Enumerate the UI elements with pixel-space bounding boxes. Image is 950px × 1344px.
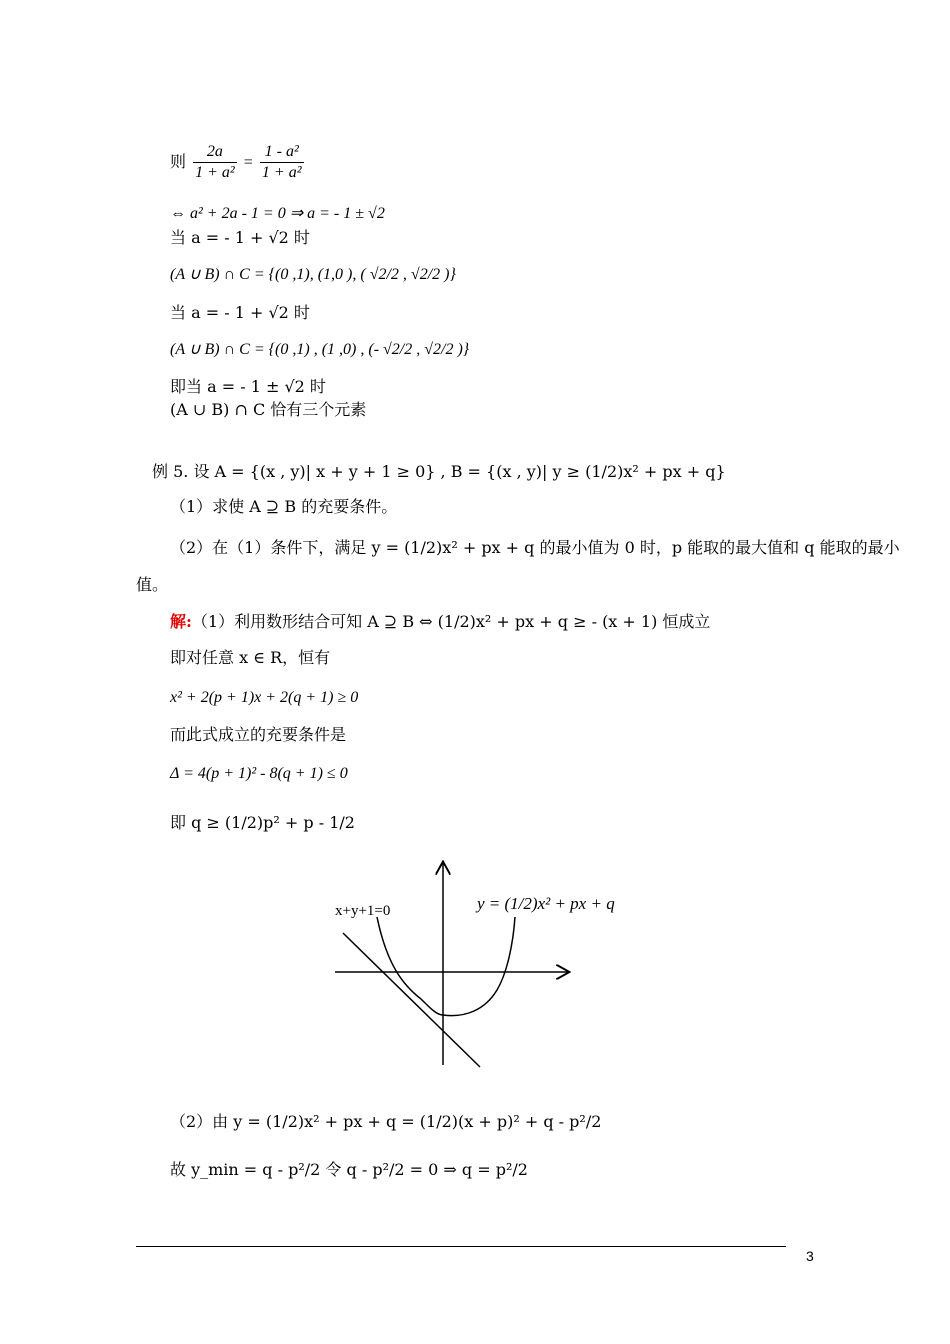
eq-line-1-text: 则 <box>170 152 187 171</box>
solution-line-5: Δ = 4(p + 1)² - 8(q + 1) ≤ 0 <box>170 765 348 782</box>
solution-line-4: 而此式成立的充要条件是 <box>170 725 347 744</box>
numerator: 1 - a² <box>260 142 304 163</box>
eq-line-4: (A ∪ B) ∩ C = {(0 ,1), (1,0 ), ( √2/2 , √2/2 )} <box>170 266 456 283</box>
fraction-1-minus-a2 <box>260 142 304 183</box>
parabola-curve <box>377 917 515 1016</box>
solution-line-2: 即对任意 x ∈ R，恒有 <box>170 648 331 667</box>
solution-line-3: x² + 2(p + 1)x + 2(q + 1) ≥ 0 <box>170 689 359 706</box>
solution-line-8: 故 y_min = q - p²/2 令 q - p²/2 = 0 ⇒ q = p²/2 <box>170 1160 528 1179</box>
curve-label: y = (1/2)x² + px + q <box>477 894 615 913</box>
denominator: 1 + a² <box>261 164 302 181</box>
eq-line-7: 即当 a = - 1 ± √2 时 <box>170 377 326 396</box>
question-2: （2）在（1）条件下，满足 y = (1/2)x² + px + q 的最小值为 0 时，p 能取的最大值和 q 能取的最小 <box>170 538 900 557</box>
tangent-line <box>343 933 480 1067</box>
eq-line-2: ⇔ a² + 2a - 1 = 0 ⇒ a = - 1 ± √2 <box>170 205 385 222</box>
denominator: 1 + a² <box>195 164 235 181</box>
page-number: 3 <box>806 1248 814 1264</box>
fraction-2a <box>193 142 237 183</box>
eq-line-3: 当 a = - 1 + √2 时 <box>170 228 310 247</box>
solution-label: 解: <box>170 612 192 631</box>
eq-line-1 <box>170 142 306 183</box>
numerator: 2a <box>193 142 237 163</box>
eq-line-5: 当 a = - 1 + √2 时 <box>170 303 310 322</box>
solution-line-6: 即 q ≥ (1/2)p² + p - 1/2 <box>170 813 355 832</box>
eq-line-8: (A ∪ B) ∩ C 恰有三个元素 <box>170 400 367 419</box>
solution-line-7: （2）由 y = (1/2)x² + px + q = (1/2)(x + p)² + q - p²/2 <box>170 1112 602 1131</box>
question-2-continued: 值。 <box>136 575 169 594</box>
equals-sign: = <box>243 154 253 171</box>
footer-rule <box>136 1246 786 1247</box>
solution-line-1 <box>170 612 710 632</box>
eq-line-6: (A ∪ B) ∩ C = {(0 ,1) , (1 ,0) , (- √2/2 , √2/2 )} <box>170 341 470 358</box>
question-1: （1）求使 A ⊇ B 的充要条件。 <box>170 497 398 516</box>
solution-line-1-text: （1）利用数形结合可知 A ⊇ B ⇔ (1/2)x² + px + q ≥ - (x + 1) 恒成立 <box>191 612 711 631</box>
line-label: x+y+1=0 <box>335 903 391 919</box>
example-5-heading: 例 5. 设 A = {(x , y)| x + y + 1 ≥ 0} , B = {(x , y)| y ≥ (1/2)x² + px + q} <box>152 462 726 481</box>
parabola-figure <box>325 855 625 1070</box>
